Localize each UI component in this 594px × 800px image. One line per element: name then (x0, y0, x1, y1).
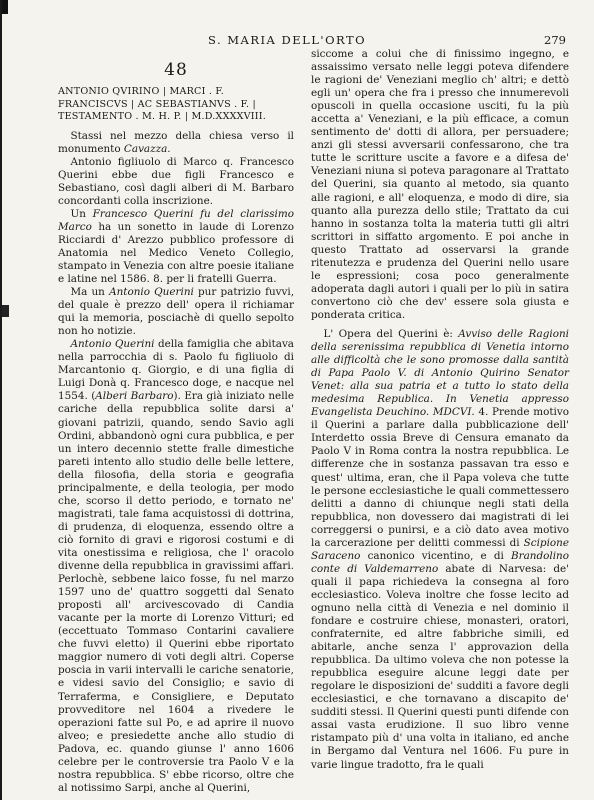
paragraph-location (58, 130, 294, 156)
sonnet-text-c: ha un sonetto in laude di Lorenzo Ricciardi d' Arezzo pubblico professore di Anatomia nel Medico Veneto Collegio, stampato in Venezia con altre poesie italiane e latine nel 1586. 8. per li fratelli Guerra. (58, 220, 295, 286)
opera-italic-saraceno: Scipione Saraceno (311, 536, 569, 562)
opera-italic-brandolino: Brandolino conte di Valdemarreno (311, 549, 569, 575)
paragraph-biography (58, 338, 294, 795)
paragraph-sonnet (58, 208, 294, 286)
bio-italic-source: Alberi Barbaro (95, 390, 174, 403)
left-column (58, 60, 294, 795)
paragraph-antonio-intro (58, 286, 294, 338)
intro-text-a: Ma un (70, 286, 110, 299)
page-number: 279 (544, 33, 566, 47)
right-column (311, 48, 569, 772)
opera-text-e: canonico vicentino, e di (360, 549, 511, 562)
paragraph-genealogy: Antonio figliuolo di Marco q. Francesco Querini ebbe due figli Francesco e Sebastiano, così dagli alberi di M. Barbaro concordanti colla inscrizione. (58, 155, 294, 207)
bio-text-d: ). Era già iniziato nelle cariche della repubblica solite darsi a' giovani patrizii, quando, sendo Savio agli Ordini, abbandonò ogni cura pubblica, e per un intero decennio stette fralle dimestiche pareti intento allo studio delle belle lettere, della filosofia, della storia e geografia principalmente, e della teologia, per modo che, scorso il detto periodo, e tornato ne' magistrati, tale fama acquistossi di dottrina, di prudenza, di eloquenza, essendo oltre a ciò fornito di gravi e rigorosi costumi e di vita onestissima e religiosa, che l' oracolo divenne della repubblica in gravissimi affari. Perlochè, sebbene laico fosse, fu nel marzo 1597 uno de' quattro soggetti dal Senato proposti all' arcivescovado di Candia vacante per la morte di Lorenzo Vitturi; ed (eccettuato Tommaso Contarini cavaliere che fuvvi eletto) il Querini ebbe riportato maggior numero di voti degli altri. Coperse poscia in varii intervalli le cariche senatorie, e videsi savio del Consiglio; e savio di Terraferma, e Consigliere, e Deputato provveditore nel 1604 a rivedere le operazioni fatte sul Po, e ad aprire il nuovo alveo; e presiedette anche allo studio di Padova, ec. quando giunse l' anno 1606 celebre per le controversie tra Paolo V e la nostra repubblica. S' ebbe ricorso, oltre che al notissimo Sarpi, anche al Querini, (58, 390, 295, 794)
opera-text-a: L' Opera del Querini è: (323, 327, 459, 340)
paragraph-continuation: siccome a colui che di finissimo ingegno, e assaissimo versato nelle leggi poteva difendere le ragioni de' Veneziani meglio ch' altri; e dettò egli un' opera che fra i presso che innumerevoli opuscoli in quella occasione usciti, fu la più accetta a' Veneziani, e la più efficace, a comun sentimento de' dotti di allora, per persuadere; anzi gli stessi avversarii confessarono, che tra tutte le scritture uscite a favore e a difesa de' Veneziani niuna si poteva paragonare al Trattato del Querini, sia quanto al metodo, sia quanto alle ragioni, e all' eloquenza, e modo di dire, sia quanto alla purezza dello stile; Trattato da cui hanno in sostanza tolta la materia tutti gli altri scrittori in siffatto argomento. E poi anche in questo Trattato ad osservarsi la grande ritenutezza e prudenza del Querini nello usare le espressioni; cosa poco generalmente adoperata dagli autori i quali per lo più in satira convertono ciò che dev' essere sola giusta e ponderata critica. (311, 48, 569, 321)
opera-text-g: abate di Narvesa: de' quali il papa richiedeva la consegna al foro ecclesiastico. Voleva inoltre che fosse lecito ad ognuno nella città di Venezia e nel dominio il fondare e costruire chiese, monasteri, oratori, confraternite, ed altre fabbriche simili, ed abitarle, anche senza l' approvazion della repubblica. Da ultimo voleva che non potesse la repubblica eseguire alcune leggi date per regolare le disposizioni de' sudditi a favore degli ecclesiastici, e che tornavano a discapito de' sudditi stessi. Il Querini questi punti difende con assai vasta erudizione. Il suo libro venne ristampato più d' una volta in italiano, ed anche in Bergamo dal Ventura nel 1606. Fu pure in varie lingue tradotto, fra le quali (311, 562, 569, 771)
opera-text-c: 4. Prende motivo il Querini a parlare dalla pubblicazione dell' Interdetto ossia Breve di Censura emanato da Paolo V in Roma contra la nostra repubblica. Le differenze che in sostanza passavan tra esso e quest' ultima, eran, che il Papa voleva che tutte le persone ecclesiastiche le quali commettessero delitti a danno di chiunque negli stati della repubblica, non dovessero dai magistrati di lei correggersi o punirsi, e a ciò dato avea motivo la carcerazione per delitti commessi di (311, 406, 569, 549)
opera-title-italic: Avviso delle Ragioni della serenissima repubblica di Venetia intorno alle difficoltà che le sono promosse dalla santità di Papa Paolo V. di Antonio Quirino Senator Venet: alla sua patria et a tutto lo stato della medesima Republica. In Venetia appresso Evangelista Deuchino. MDCVI. (311, 327, 569, 419)
intro-text-c: pur patrizio fuvvi, del quale è prezzo dell' opera il richiamar qui la memoria, posciachè di quello sepolto non ho notizie. (58, 286, 294, 338)
bio-text-b: della famiglia che abitava nella parrocchia di s. Paolo fu figliuolo di Marcantonio q. Giorgio, e di una figlia di Luigi Donà q. Francesco doge, e nacque nel 1554. ( (58, 338, 295, 403)
bio-italic-name: Antonio Querini (70, 338, 155, 351)
binding-notch (2, 305, 9, 317)
location-italic: Cavazza. (123, 142, 171, 155)
intro-italic: Antonio Querini (109, 286, 194, 299)
sonnet-italic: Francesco Querini fu del clarissimo Marco (58, 207, 294, 233)
entry-number: 48 (164, 60, 188, 80)
running-head (208, 33, 566, 49)
paragraph-opera (311, 328, 569, 772)
page-edge-mark (2, 0, 8, 14)
sonnet-text-a: Un (70, 207, 93, 220)
running-title: S. MARIA DELL'ORTO (208, 33, 367, 47)
inscription: ANTONIO QVIRINO | MARCI . F. FRANCISCVS | AC SEBASTIANVS . F. | TESTAMENTO . M. H. P. | M.D.XXXXVIII. (58, 86, 267, 122)
location-text: Stassi nel mezzo della chiesa verso il monumento (58, 129, 294, 155)
